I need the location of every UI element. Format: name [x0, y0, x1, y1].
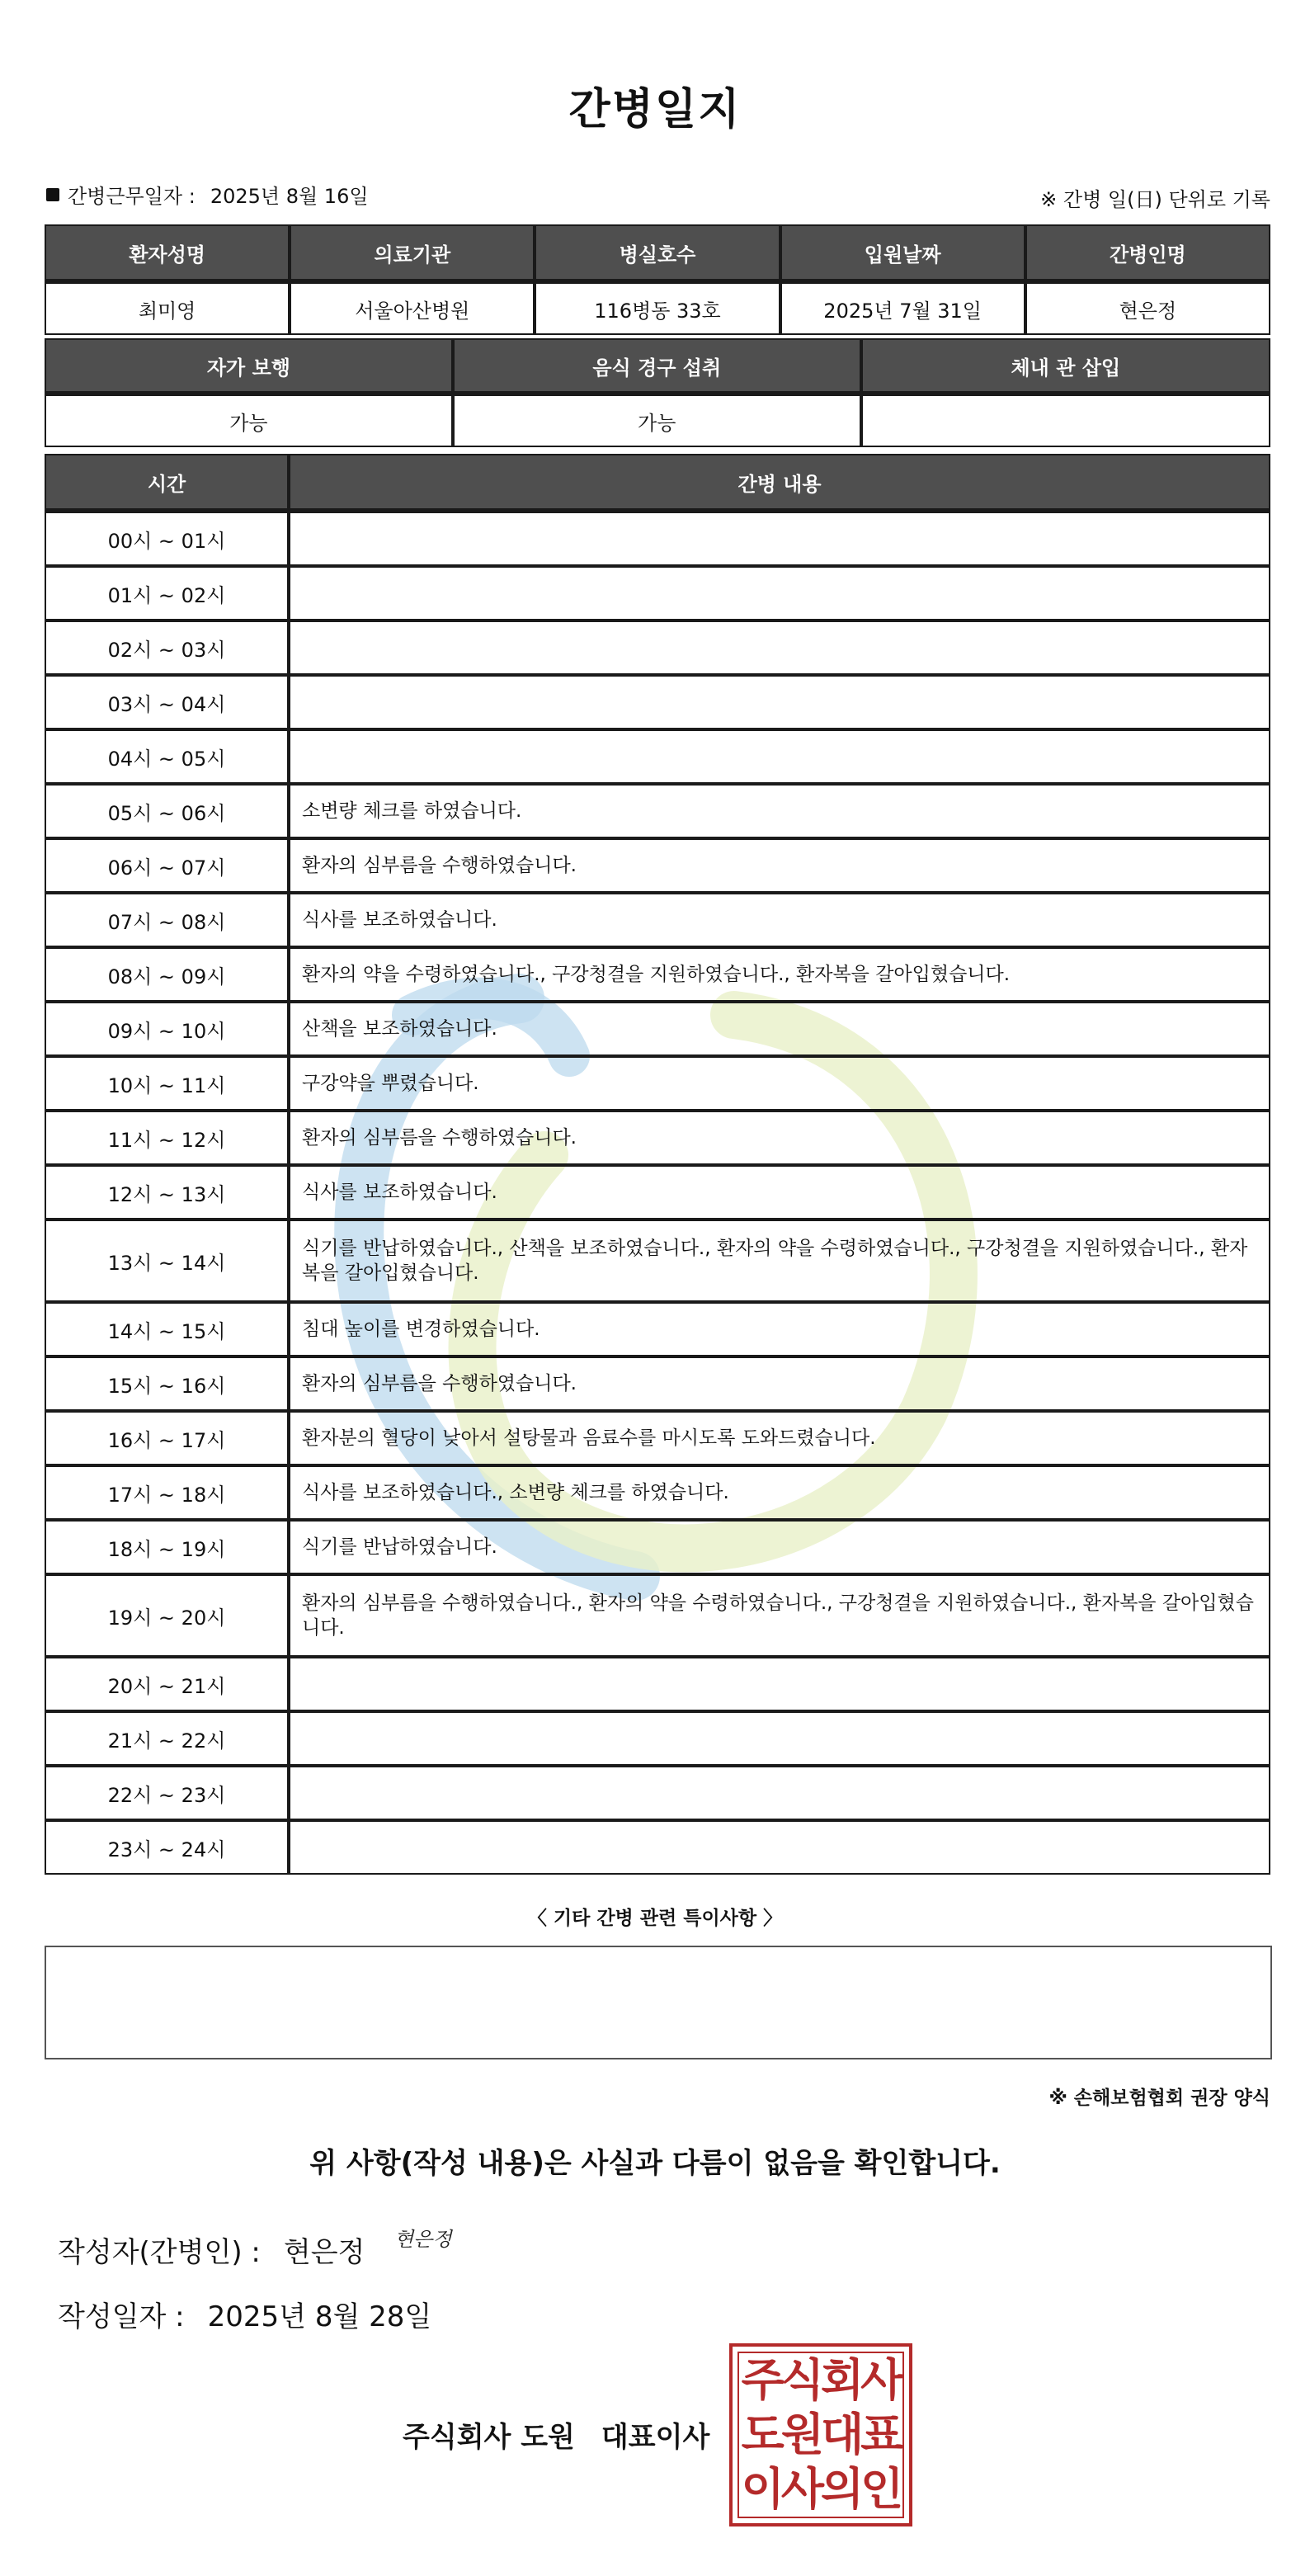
time-slot: 16시 ~ 17시 [45, 1411, 289, 1465]
care-content: 식사를 보조하였습니다. [289, 893, 1270, 947]
table-row [45, 1056, 1270, 1111]
confirmation-statement: 위 사항(작성 내용)은 사실과 다름이 없음을 확인합니다. [309, 2147, 1001, 2180]
table-row [45, 1711, 1270, 1766]
log-header-row [45, 454, 1270, 512]
table-row [45, 675, 1270, 729]
header-oral-intake: 음식 경구 섭취 [453, 338, 861, 394]
table-row [45, 1574, 1270, 1657]
work-date [46, 180, 369, 209]
table-row [45, 1520, 1270, 1574]
work-date-value: 2025년 8월 16일 [210, 185, 369, 208]
time-slot: 23시 ~ 24시 [45, 1820, 289, 1875]
table-row [45, 1766, 1270, 1820]
time-slot: 05시 ~ 06시 [45, 784, 289, 838]
care-content [289, 729, 1270, 784]
care-content [289, 675, 1270, 729]
admission-date: 2025년 7월 31일 [780, 282, 1025, 335]
care-content: 환자분의 혈당이 낮아서 설탕물과 음료수를 마시도록 도와드렸습니다. [289, 1411, 1270, 1465]
room-number: 116병동 33호 [535, 282, 780, 335]
time-slot: 06시 ~ 07시 [45, 838, 289, 893]
writer-label: 작성자(간병인) : [58, 2236, 261, 2269]
document-title: 간병일지 [568, 85, 742, 134]
header-care-content: 간병 내용 [289, 454, 1270, 512]
header-caregiver-name: 간병인명 [1025, 224, 1270, 282]
time-slot: 08시 ~ 09시 [45, 947, 289, 1002]
oral-intake-value: 가능 [453, 394, 861, 447]
time-slot: 15시 ~ 16시 [45, 1356, 289, 1411]
self-walking-value: 가능 [45, 394, 453, 447]
log-body [45, 512, 1270, 1875]
time-slot: 21시 ~ 22시 [45, 1711, 289, 1766]
patient-status-table [45, 338, 1270, 447]
header-room: 병실호수 [535, 224, 780, 282]
work-date-label: 간병근무일자 : [68, 185, 196, 208]
caregiver-name: 현은정 [1025, 282, 1270, 335]
company-role: 대표이사 [601, 2421, 710, 2454]
table-row [45, 1111, 1270, 1165]
time-slot: 10시 ~ 11시 [45, 1056, 289, 1111]
care-log-table [45, 454, 1270, 1875]
care-content: 구강약을 뿌렸습니다. [289, 1056, 1270, 1111]
header-self-walking: 자가 보행 [45, 338, 453, 394]
table-row [45, 838, 1270, 893]
table-row [45, 566, 1270, 620]
seal-text-row: 도원대표 [741, 2409, 901, 2460]
write-date-line [58, 2294, 431, 2334]
header-patient-name: 환자성명 [45, 224, 290, 282]
care-content: 식기를 반납하였습니다. [289, 1520, 1270, 1574]
care-content [289, 1766, 1270, 1820]
time-slot: 18시 ~ 19시 [45, 1520, 289, 1574]
patient-info-table [45, 224, 1270, 335]
square-bullet-icon [46, 188, 59, 201]
table-row [45, 893, 1270, 947]
hospital-name: 서울아산병원 [290, 282, 535, 335]
time-slot: 14시 ~ 15시 [45, 1302, 289, 1356]
seal-text-row: 이사의인 [741, 2463, 901, 2515]
header-hospital: 의료기관 [290, 224, 535, 282]
care-content: 환자의 약을 수령하였습니다., 구강청결을 지원하였습니다., 환자복을 갈아입혔습니다. [289, 947, 1270, 1002]
header-time: 시간 [45, 454, 289, 512]
care-content [289, 512, 1270, 566]
care-content [289, 620, 1270, 675]
handwritten-signature: 현은정 [394, 2228, 452, 2251]
time-slot: 17시 ~ 18시 [45, 1465, 289, 1520]
care-content: 소변량 체크를 하였습니다. [289, 784, 1270, 838]
care-content [289, 1657, 1270, 1711]
care-content: 식기를 반납하였습니다., 산책을 보조하였습니다., 환자의 약을 수령하였습니다., 구강청결을 지원하였습니다., 환자복을 갈아입혔습니다. [289, 1220, 1270, 1302]
time-slot: 19시 ~ 20시 [45, 1574, 289, 1657]
care-content: 식사를 보조하였습니다. [289, 1165, 1270, 1220]
time-slot: 07시 ~ 08시 [45, 893, 289, 947]
notes-box [45, 1946, 1272, 2059]
recommended-form-note: ※ 손해보험협회 권장 양식 [1048, 2088, 1270, 2109]
time-slot: 01시 ~ 02시 [45, 566, 289, 620]
table-row [45, 620, 1270, 675]
patient-name: 최미영 [45, 282, 290, 335]
table-row [45, 1820, 1270, 1875]
patient-value-row [45, 282, 1270, 335]
header-tube-insertion: 체내 관 삽입 [861, 338, 1270, 394]
table-row [45, 1356, 1270, 1411]
table-row [45, 1165, 1270, 1220]
patient-header-row [45, 224, 1270, 282]
table-row [45, 1302, 1270, 1356]
status-header-row [45, 338, 1270, 394]
time-slot: 11시 ~ 12시 [45, 1111, 289, 1165]
care-content: 환자의 심부름을 수행하였습니다. [289, 838, 1270, 893]
care-content: 식사를 보조하였습니다., 소변량 체크를 하였습니다. [289, 1465, 1270, 1520]
table-row [45, 1465, 1270, 1520]
time-slot: 00시 ~ 01시 [45, 512, 289, 566]
table-row [45, 512, 1270, 566]
status-value-row [45, 394, 1270, 447]
care-content: 환자의 심부름을 수행하였습니다., 환자의 약을 수령하였습니다., 구강청결을 지원하였습니다., 환자복을 갈아입혔습니다. [289, 1574, 1270, 1657]
care-content: 산책을 보조하였습니다. [289, 1002, 1270, 1056]
care-content: 환자의 심부름을 수행하였습니다. [289, 1356, 1270, 1411]
table-row [45, 729, 1270, 784]
care-content: 침대 높이를 변경하였습니다. [289, 1302, 1270, 1356]
care-content [289, 566, 1270, 620]
writer-line [58, 2229, 365, 2270]
writer-name: 현은정 [283, 2236, 365, 2269]
time-slot: 20시 ~ 21시 [45, 1657, 289, 1711]
table-row [45, 1411, 1270, 1465]
table-row [45, 947, 1270, 1002]
time-slot: 04시 ~ 05시 [45, 729, 289, 784]
table-row [45, 784, 1270, 838]
care-content: 환자의 심부름을 수행하였습니다. [289, 1111, 1270, 1165]
time-slot: 09시 ~ 10시 [45, 1002, 289, 1056]
tube-insertion-value [861, 394, 1270, 447]
care-content [289, 1711, 1270, 1766]
record-unit-note: ※ 간병 일(日) 단위로 기록 [1040, 188, 1270, 211]
table-row [45, 1002, 1270, 1056]
company-line [403, 2414, 709, 2455]
seal-text-row: 주식회사 [741, 2354, 901, 2406]
company-seal-stamp [729, 2343, 912, 2526]
time-slot: 03시 ~ 04시 [45, 675, 289, 729]
time-slot: 02시 ~ 03시 [45, 620, 289, 675]
header-admission-date: 입원날짜 [780, 224, 1025, 282]
table-row [45, 1220, 1270, 1302]
write-date-label: 작성일자 : [58, 2300, 185, 2333]
table-row [45, 1657, 1270, 1711]
seal-inner [737, 2352, 904, 2518]
notes-title: 〈 기타 간병 관련 특이사항 〉 [527, 1908, 783, 1929]
time-slot: 13시 ~ 14시 [45, 1220, 289, 1302]
time-slot: 22시 ~ 23시 [45, 1766, 289, 1820]
care-content [289, 1820, 1270, 1875]
write-date-value: 2025년 8월 28일 [207, 2300, 432, 2333]
time-slot: 12시 ~ 13시 [45, 1165, 289, 1220]
company-name: 주식회사 도원 [403, 2421, 575, 2454]
